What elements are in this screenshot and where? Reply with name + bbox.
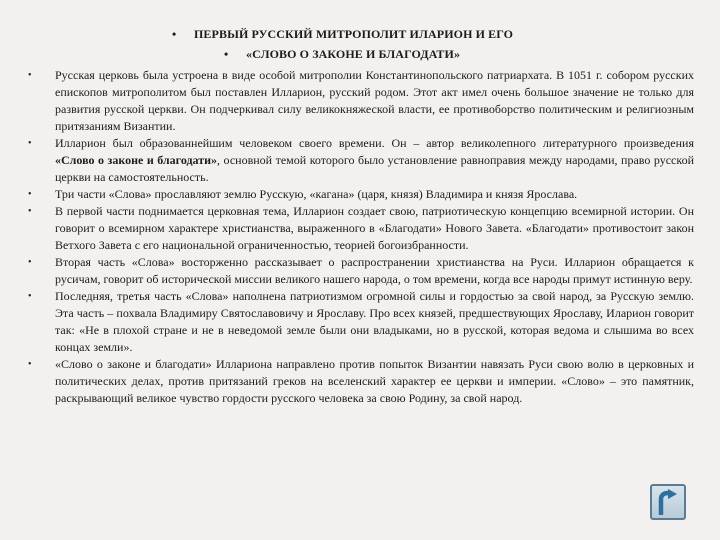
list-item bbox=[26, 67, 694, 135]
bullet: • bbox=[28, 257, 32, 268]
title-line-2 bbox=[224, 47, 460, 62]
title-line-1 bbox=[172, 27, 513, 42]
paragraph-text: Последняя, третья часть «Слова» наполнена патриотизмом огромной силы и гордостью за свой народ, за Русскую землю. Эта часть – похвала Владимиру Святославовичу и Ярославу. Про всех князей, предшествующих Ярославу, Иларион говорит так: «Не в плохой стране и не в неведомой земле были они владыками, но в русской, которая ведома и слышима во всех концах земли». bbox=[55, 289, 694, 354]
paragraph-title-bold: «Слово о законе и благодати» bbox=[55, 153, 218, 167]
paragraph-text-before: Илларион был образованнейшим человеком своего времени. Он – автор великолепного литературного произведения bbox=[55, 136, 694, 150]
paragraph-text: «Слово о законе и благодати» Иллариона направлено против попыток Византии навязать Руси свою волю в церковных и политических делах, против притязаний греков на вселенский характер ее церкви и империи. «Слово» – это памятник, раскрывающий великое чувство гордости русского человека за свою Родину, за свой народ. bbox=[55, 357, 694, 405]
title-text-1: ПЕРВЫЙ РУССКИЙ МИТРОПОЛИТ ИЛАРИОН И ЕГО bbox=[194, 27, 514, 41]
return-button[interactable] bbox=[650, 484, 686, 520]
list-item bbox=[26, 203, 694, 254]
bullet: • bbox=[28, 291, 32, 302]
list-item bbox=[26, 254, 694, 288]
paragraph-text: Вторая часть «Слова» восторженно рассказывает о распространении христианства на Руси. Илларион обращается к русичам, говорит об исторической миссии великого нашего народа, о том времени, когда все народы примут истинную веру. bbox=[55, 255, 694, 286]
title-bullet: • bbox=[224, 47, 229, 61]
paragraph-text: Русская церковь была устроена в виде особой митрополии Константинопольского патриархата. В 1051 г. собором русских епископов митрополитом был поставлен Илларион, русский родом. Этот акт имел очень большое значение не только для развития русской церкви. Он подчеркивал силу великокняжеской власти, ее противоборство политическим и религиозным притязаниям Византии. bbox=[55, 68, 694, 133]
bullet: • bbox=[28, 359, 32, 370]
bullet: • bbox=[28, 70, 32, 81]
return-arrow-icon bbox=[656, 489, 680, 515]
list-item bbox=[26, 288, 694, 356]
title-bullet: • bbox=[172, 27, 177, 41]
bullet: • bbox=[28, 206, 32, 217]
paragraph-text: В первой части поднимается церковная тема, Илларион создает свою, патриотическую концепцию всемирной истории. Он говорит о всемирном характере христианства, выраженного в «Благодати» Нового Завета. «Благодати» противостоит закон Ветхого Завета с его национальной ограниченностью, теорией богоизбранности. bbox=[55, 204, 694, 252]
paragraph-text-after: , основной темой которого было установление равноправия между народами, право русской церкви на самостоятельность. bbox=[55, 153, 694, 184]
title-text-2: «СЛОВО О ЗАКОНЕ И БЛАГОДАТИ» bbox=[246, 47, 461, 61]
list-item bbox=[26, 135, 694, 186]
paragraph-text: Три части «Слова» прославляют землю Русскую, «кагана» (царя, князя) Владимира и князя Ярослава. bbox=[55, 187, 578, 201]
list-item bbox=[26, 356, 694, 407]
bullet: • bbox=[28, 138, 32, 149]
bullet: • bbox=[28, 189, 32, 200]
bullet-list bbox=[26, 67, 694, 407]
list-item bbox=[26, 186, 694, 203]
